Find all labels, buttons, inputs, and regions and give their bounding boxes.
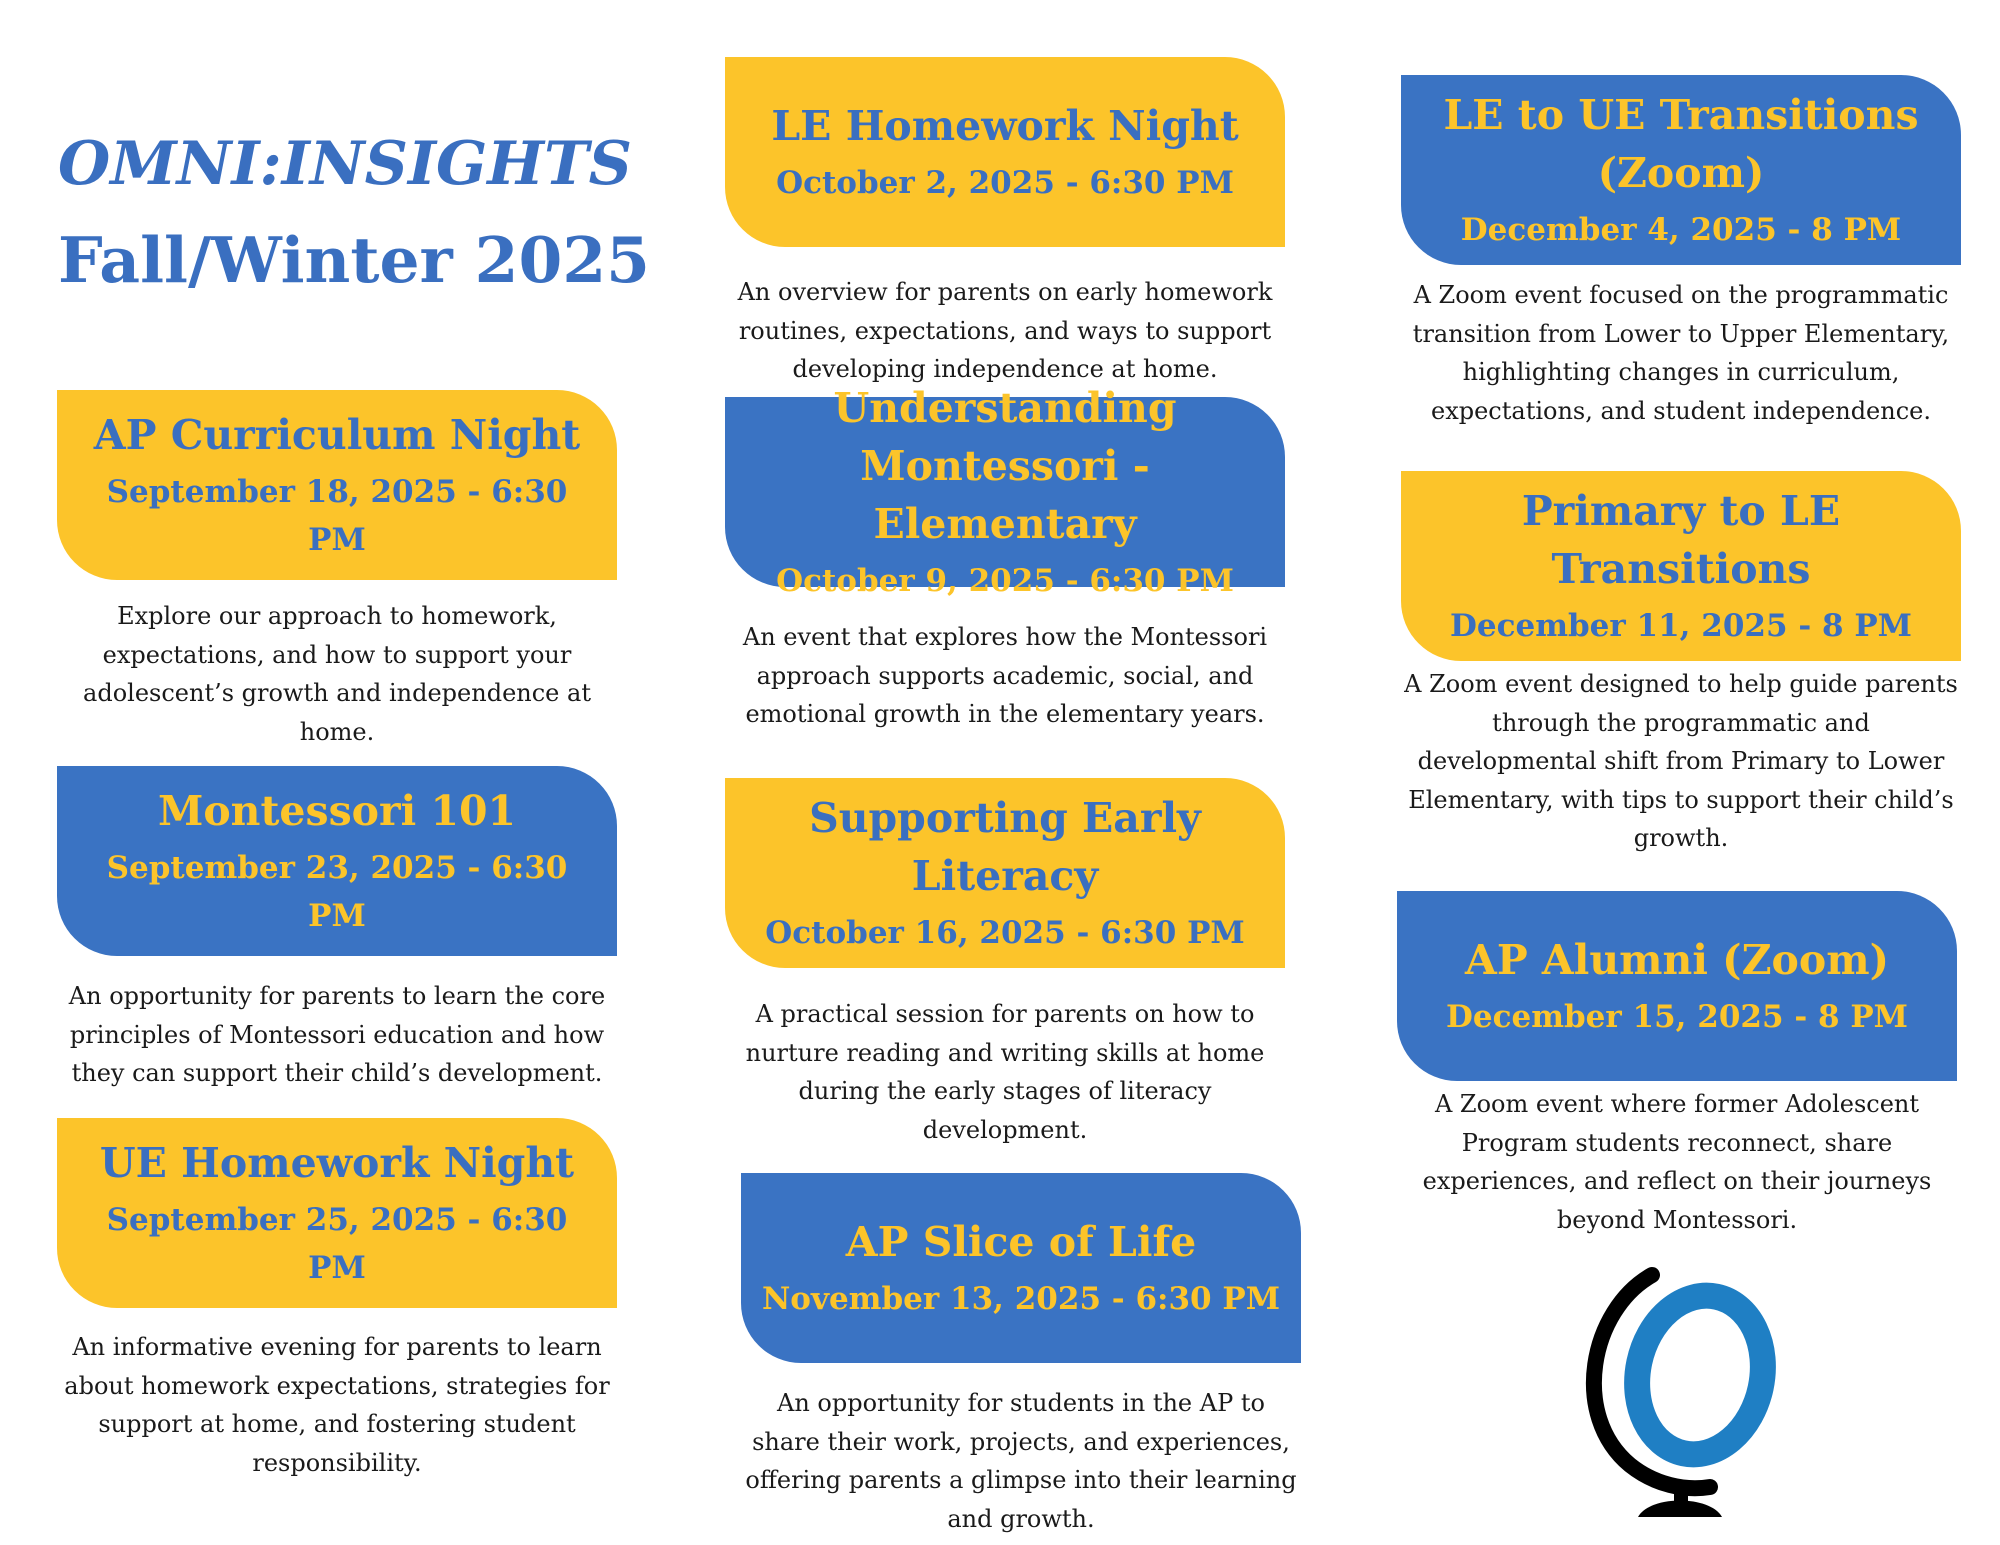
event-date: October 2, 2025 - 6:30 PM (776, 165, 1234, 201)
event-date: December 11, 2025 - 8 PM (1450, 608, 1912, 644)
event-card-le-homework-night (725, 57, 1285, 247)
event-name: UE Homework Night (99, 1139, 575, 1187)
event-name: AP Slice of Life (845, 1218, 1197, 1266)
event-description: An opportunity for parents to learn the core principles of Montessori education and how they can support their child’s development. (68, 982, 606, 1087)
event-card-montessori-101 (57, 766, 617, 956)
event-name: Understanding Montessori - Elementary (833, 384, 1177, 548)
event-name: LE to UE Transitions (Zoom) (1443, 91, 1919, 197)
globe-logo-icon (1560, 1255, 1800, 1525)
event-date: October 16, 2025 - 6:30 PM (765, 915, 1245, 951)
event-date: November 13, 2025 - 6:30 PM (761, 1281, 1281, 1317)
page-title (58, 128, 678, 300)
event-date: December 4, 2025 - 8 PM (1460, 212, 1902, 248)
event-name: Montessori 101 (157, 787, 517, 835)
event-card-primary-to-le-transitions (1401, 471, 1961, 661)
event-name: AP Curriculum Night (93, 411, 581, 459)
event-name: LE Homework Night (771, 102, 1239, 150)
title-line-2: Fall/Winter 2025 (58, 223, 651, 297)
event-card-ap-alumni (1397, 891, 1957, 1081)
event-date: September 23, 2025 - 6:30 PM (106, 850, 568, 934)
event-date: December 15, 2025 - 8 PM (1446, 999, 1908, 1035)
event-card-ue-homework-night (57, 1118, 617, 1308)
event-date: October 9, 2025 - 6:30 PM (776, 563, 1234, 599)
event-description: An informative evening for parents to learn about homework expectations, strategies for support at home, and fostering student responsibility. (64, 1333, 610, 1477)
event-description: A Zoom event focused on the programmatic transition from Lower to Upper Elementary, highlighting changes in curriculum, expectations, and student independence. (1412, 281, 1950, 425)
event-card-le-to-ue-transitions (1401, 75, 1961, 265)
event-name: Primary to LE Transitions (1521, 487, 1841, 593)
event-description: Explore our approach to homework, expectations, and how to support your adolescent’s growth and independence at home. (83, 602, 591, 746)
event-description: An event that explores how the Montessori approach supports academic, social, and emotional growth in the elementary years. (742, 623, 1268, 728)
event-description: An opportunity for students in the AP to share their work, projects, and experiences, offering parents a glimpse into their learning and growth. (745, 1389, 1297, 1533)
event-name: Supporting Early Literacy (809, 794, 1201, 900)
event-name: AP Alumni (Zoom) (1465, 936, 1889, 984)
event-card-understanding-montessori-elementary (725, 384, 1285, 599)
title-line-1: OMNI:INSIGHTS (58, 129, 632, 199)
event-card-ap-curriculum-night (57, 390, 617, 580)
event-description: A Zoom event where former Adolescent Program students reconnect, share experiences, and reflect on their journeys beyond Montessori. (1422, 1090, 1932, 1234)
event-card-ap-slice-of-life (741, 1173, 1301, 1363)
event-description: An overview for parents on early homework routines, expectations, and ways to support developing independence at home. (737, 278, 1273, 383)
event-description: A practical session for parents on how to nurture reading and writing skills at home during the early stages of literacy development. (745, 1000, 1265, 1144)
event-date: September 25, 2025 - 6:30 PM (106, 1202, 568, 1286)
event-card-supporting-early-literacy (725, 778, 1285, 968)
event-date: September 18, 2025 - 6:30 PM (106, 474, 568, 558)
event-description: A Zoom event designed to help guide parents through the programmatic and developmental shift from Primary to Lower Elementary, with tips to support their child’s growth. (1404, 670, 1958, 852)
